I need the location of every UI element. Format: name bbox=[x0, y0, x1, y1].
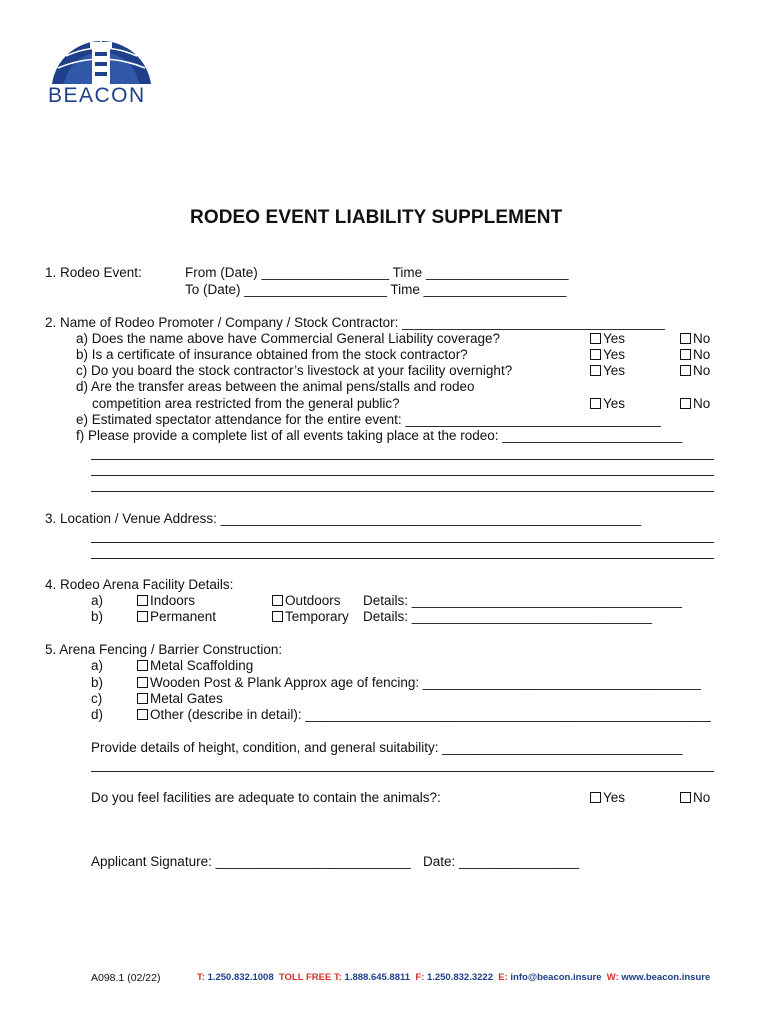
wooden-post-checkbox[interactable] bbox=[137, 675, 701, 691]
web-label: W: bbox=[606, 972, 619, 983]
metal-scaffolding-checkbox[interactable] bbox=[137, 658, 253, 674]
toll-free-value: 1.888.645.8811 bbox=[344, 972, 411, 983]
q2f-line-2[interactable] bbox=[91, 475, 714, 476]
yes-label: Yes bbox=[603, 331, 626, 346]
q2b-yes-checkbox[interactable] bbox=[590, 347, 625, 363]
logo-text: BEACON bbox=[48, 84, 146, 107]
no-label: No bbox=[693, 363, 711, 378]
temporary-label: Temporary bbox=[285, 609, 349, 624]
email-value: info@beacon.insure bbox=[510, 972, 602, 983]
page-title: RODEO EVENT LIABILITY SUPPLEMENT bbox=[190, 207, 563, 228]
q2c-no-checkbox[interactable] bbox=[680, 363, 710, 379]
metal-scaffolding-label: Metal Scaffolding bbox=[150, 658, 254, 673]
wooden-post-label: Wooden Post & Plank Approx age of fencing: _____________________________________ bbox=[150, 675, 701, 690]
toll-free-label: TOLL FREE bbox=[278, 972, 332, 983]
other-label: Other (describe in detail): ______________________________________________________ bbox=[150, 707, 711, 722]
q3-line-1[interactable] bbox=[91, 542, 714, 543]
indoors-checkbox[interactable] bbox=[137, 593, 195, 609]
q2a-no-checkbox[interactable] bbox=[680, 331, 710, 347]
q2b-no-checkbox[interactable] bbox=[680, 347, 710, 363]
q2d-yes-checkbox[interactable] bbox=[590, 396, 625, 412]
yes-label: Yes bbox=[603, 347, 626, 362]
metal-gates-label: Metal Gates bbox=[150, 691, 223, 706]
indoors-label: Indoors bbox=[150, 593, 196, 608]
q4-details-a: Details: ____________________________________ bbox=[363, 593, 683, 608]
metal-gates-checkbox[interactable] bbox=[137, 691, 223, 707]
q2d-no-checkbox[interactable] bbox=[680, 396, 710, 412]
temporary-checkbox[interactable] bbox=[272, 609, 349, 625]
q2c-yes-checkbox[interactable] bbox=[590, 363, 625, 379]
q2a-yes-checkbox[interactable] bbox=[590, 331, 625, 347]
q3-line-2[interactable] bbox=[91, 558, 714, 559]
no-label: No bbox=[693, 331, 711, 346]
form-code: A098.1 (02/22) bbox=[91, 972, 161, 984]
fax-value: 1.250.832.3222 bbox=[426, 972, 493, 983]
yes-label: Yes bbox=[603, 790, 626, 805]
q5-label: 5. Arena Fencing / Barrier Construction: bbox=[45, 642, 283, 657]
q2-d2: competition area restricted from the general public? bbox=[92, 396, 400, 411]
q2-a: a) Does the name above have Commercial General Liability coverage? bbox=[76, 331, 500, 346]
lighthouse-globe-icon bbox=[44, 28, 159, 86]
fax-label: F: bbox=[415, 972, 425, 983]
provide-details: Provide details of height, condition, and general suitability: ________________________________ bbox=[91, 740, 683, 755]
signature-date[interactable]: Date: ________________ bbox=[423, 854, 580, 869]
q2-f: f) Please provide a complete list of all events taking place at the rodeo: ________________________ bbox=[76, 428, 683, 443]
phone-label: T: bbox=[197, 972, 205, 983]
email-label: E: bbox=[498, 972, 508, 983]
permanent-label: Permanent bbox=[150, 609, 217, 624]
q5-b: b) bbox=[91, 675, 104, 690]
q4-a: a) bbox=[91, 593, 104, 608]
toll-free-t-label: T: bbox=[333, 972, 342, 983]
q2-label: 2. Name of Rodeo Promoter / Company / Stock Contractor: ___________________________________ bbox=[45, 315, 665, 330]
no-label: No bbox=[693, 347, 711, 362]
permanent-checkbox[interactable] bbox=[137, 609, 216, 625]
q2-c: c) Do you board the stock contractor’s livestock at your facility overnight? bbox=[76, 363, 513, 378]
q5-c: c) bbox=[91, 691, 103, 706]
q1-label: 1. Rodeo Event: bbox=[45, 265, 142, 280]
no-label: No bbox=[693, 396, 711, 411]
yes-label: Yes bbox=[603, 363, 626, 378]
q5-a: a) bbox=[91, 658, 104, 673]
outdoors-checkbox[interactable] bbox=[272, 593, 341, 609]
q2-e: e) Estimated spectator attendance for the entire event: __________________________________ bbox=[76, 412, 661, 427]
q3-label: 3. Location / Venue Address: ________________________________________________________ bbox=[45, 511, 642, 526]
q5-d: d) bbox=[91, 707, 104, 722]
q4-label: 4. Rodeo Arena Facility Details: bbox=[45, 577, 234, 592]
provide-line[interactable] bbox=[91, 771, 714, 772]
adequate-no-checkbox[interactable] bbox=[680, 790, 710, 806]
q2-d1: d) Are the transfer areas between the animal pens/stalls and rodeo bbox=[76, 379, 475, 394]
web-value: www.beacon.insure bbox=[621, 972, 711, 983]
logo bbox=[44, 28, 159, 108]
outdoors-label: Outdoors bbox=[285, 593, 341, 608]
footer-contact bbox=[197, 972, 710, 983]
adequate-question: Do you feel facilities are adequate to contain the animals?: bbox=[91, 790, 441, 805]
q2f-line-1[interactable] bbox=[91, 459, 714, 460]
adequate-yes-checkbox[interactable] bbox=[590, 790, 625, 806]
phone-value: 1.250.832.1008 bbox=[207, 972, 274, 983]
q1-from: From (Date) _________________ Time ___________________ bbox=[185, 265, 569, 280]
q2f-line-3[interactable] bbox=[91, 491, 714, 492]
q4-b: b) bbox=[91, 609, 104, 624]
q1-to: To (Date) ___________________ Time ___________________ bbox=[185, 282, 567, 297]
q4-details-b: Details: ________________________________ bbox=[363, 609, 653, 624]
no-label: No bbox=[693, 790, 711, 805]
other-checkbox[interactable] bbox=[137, 707, 711, 723]
q2-b: b) Is a certificate of insurance obtained from the stock contractor? bbox=[76, 347, 468, 362]
yes-label: Yes bbox=[603, 396, 626, 411]
applicant-signature[interactable]: Applicant Signature: __________________________ bbox=[91, 854, 411, 869]
